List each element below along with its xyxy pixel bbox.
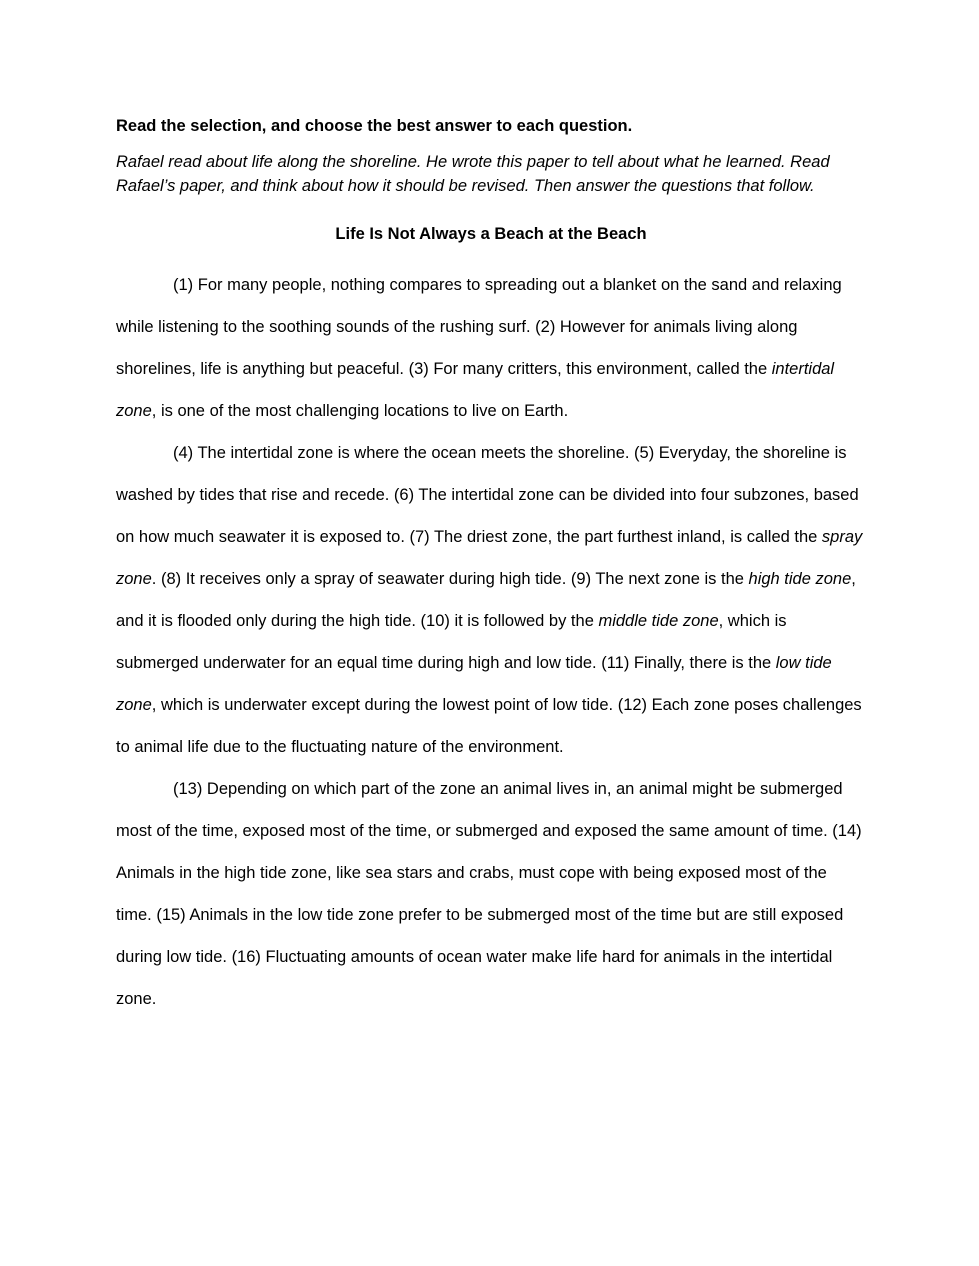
paragraph-3: (13) Depending on which part of the zone an animal lives in, an animal might be submerged most of the time, exposed most of the time, or submerged and exposed the same amount of time. (14) Animals in the high tide zone, like sea stars and crabs, must cope with being exposed most of the time. (15) Animals in the low tide zone prefer to be submerged most of the time but are still exposed during low tide. (16) Fluctuating amounts of ocean water make life hard for animals in the intertidal zone.	[116, 780, 862, 1008]
paragraph-1-text-a: (1) For many people, nothing compares to spreading out a blanket on the sand and relaxing while listening to the soothing sounds of the rushing surf. (2) However for animals living along shorelines, life is anything but peaceful. (3) For many critters, this environment, called the	[116, 276, 842, 378]
paragraph-2-text-b: . (8) It receives only a spray of seawater during high tide. (9) The next zone is the	[151, 570, 749, 588]
paragraph-2-text-c: , and it is flooded only during the high tide. (10) it is followed by the	[116, 570, 856, 630]
paragraph-2-text-e: , which is underwater except during the lowest point of low tide. (12) Each zone poses challenges to animal life due to the fluctuating nature of the environment.	[116, 696, 862, 756]
paragraph-2-text-d: , which is submerged underwater for an equal time during high and low tide. (11) Finally, there is the	[116, 612, 787, 672]
term-intertidal-zone: intertidal zone	[116, 360, 835, 420]
intro-text: Rafael read about life along the shoreline. He wrote this paper to tell about what he learned. Read Rafael’s paper, and think about how it should be revised. Then answer the questions that follow.	[116, 153, 830, 195]
paragraph-2-text-a: (4) The intertidal zone is where the ocean meets the shoreline. (5) Everyday, the shoreline is washed by tides that rise and recede. (6) The intertidal zone can be divided into four subzones, based on how much seawater it is exposed to. (7) The driest zone, the part furthest inland, is called the	[116, 444, 859, 546]
term-low-tide-zone: low tide zone	[116, 654, 832, 714]
directions-text: Read the selection, and choose the best answer to each question.	[116, 117, 633, 135]
term-spray-zone: spray zone	[116, 528, 863, 588]
term-middle-tide-zone: middle tide zone	[598, 612, 719, 630]
paragraph-2	[116, 432, 866, 768]
paragraph-1-text-b: , is one of the most challenging locations to live on Earth.	[151, 402, 569, 420]
passage-title: Life Is Not Always a Beach at the Beach	[335, 225, 647, 243]
paragraph-1	[116, 264, 866, 432]
document-page	[116, 114, 866, 1020]
term-high-tide-zone: high tide zone	[748, 570, 852, 588]
